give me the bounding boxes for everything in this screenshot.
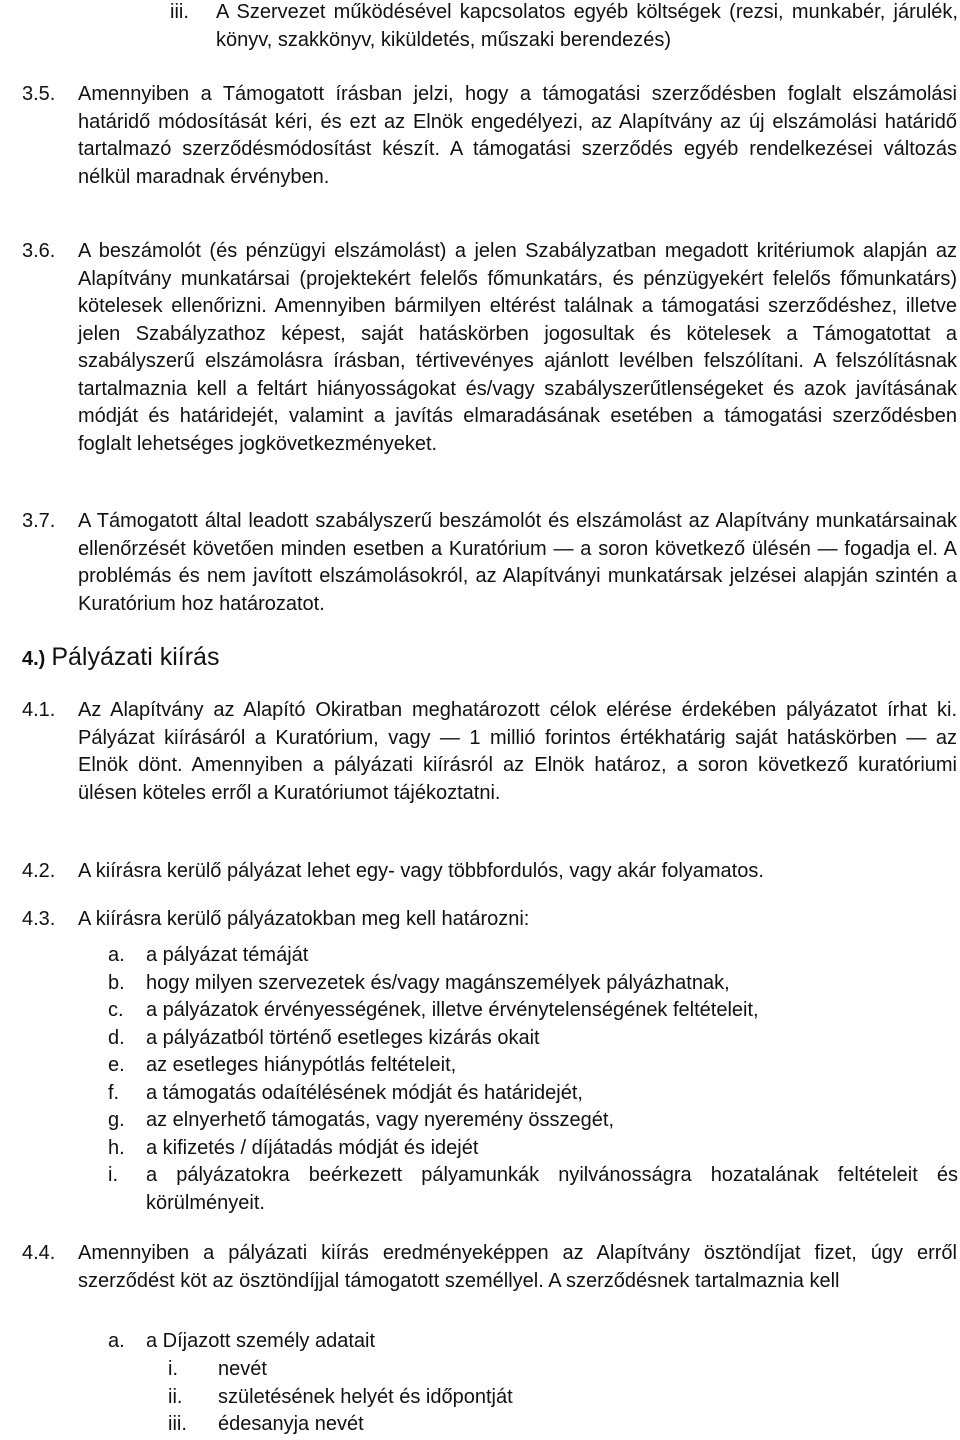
paragraph-text: A kiírásra kerülő pályázat lehet egy- vagy többfordulós, vagy akár folyamatos. bbox=[78, 860, 764, 882]
paragraph-number: 4.4. bbox=[22, 1242, 56, 1264]
list-text: az elnyerhető támogatás, vagy nyeremény összegét, bbox=[146, 1109, 615, 1131]
list-item bbox=[108, 1052, 958, 1080]
list-item bbox=[108, 1107, 958, 1135]
personal-data-list bbox=[168, 1356, 868, 1439]
paragraph-text: A Támogatott által leadott szabályszerű beszámolót és elszámolást az Alapítvány munkatársainak ellenőrzését követően minden esetben a Kuratórium — a soron következő ülésén — fogadja el. A problémás és nem javított elszámolásokról, az Alapítványi munkatársak jelzései alapján szintén a Kuratórium hoz határozatot. bbox=[78, 510, 957, 615]
contract-items-list bbox=[108, 1328, 958, 1356]
list-text: a támogatás odaítélésének módját és határidejét, bbox=[146, 1081, 583, 1104]
list-text: a pályázat témáját bbox=[146, 944, 309, 966]
paragraph-4-1 bbox=[22, 697, 957, 807]
paragraph-text: Amennyiben a Támogatott írásban jelzi, hogy a támogatási szerződésben foglalt elszámolási határidő módosítását kéri, és ezt az Elnök engedélyezi, az Alapítvány az új elszámolási határidő tartalmazó szerződésmódosítást készít. A támogatási szerződés egyéb rendelkezései változás nélkül maradnak érvényben. bbox=[78, 83, 957, 188]
paragraph-4-3 bbox=[22, 906, 957, 934]
list-letter: b. bbox=[108, 971, 125, 994]
list-item bbox=[108, 997, 958, 1025]
paragraph-3-6 bbox=[22, 238, 957, 458]
list-item bbox=[108, 970, 958, 998]
list-item bbox=[168, 1411, 868, 1439]
list-letter: e. bbox=[108, 1054, 125, 1076]
paragraph-text: A kiírásra kerülő pályázatokban meg kell határozni: bbox=[78, 908, 530, 930]
list-text: a Díjazott személy adatait bbox=[146, 1330, 375, 1352]
paragraph-4-2 bbox=[22, 858, 957, 886]
list-roman: ii. bbox=[168, 1385, 183, 1408]
list-item bbox=[108, 1162, 958, 1217]
item-number: iii. bbox=[170, 1, 189, 23]
section-title: Pályázati kiírás bbox=[51, 643, 220, 671]
paragraph-4-4 bbox=[22, 1240, 957, 1295]
criteria-list bbox=[108, 942, 958, 1217]
list-letter: i. bbox=[108, 1164, 118, 1186]
list-text: hogy milyen szervezetek és/vagy magánszemélyek pályázhatnak, bbox=[146, 971, 730, 994]
list-roman: iii. bbox=[168, 1413, 187, 1435]
list-item bbox=[108, 942, 958, 970]
list-text: a pályázatok érvényességének, illetve érvénytelenségének feltételeit, bbox=[146, 999, 759, 1021]
paragraph-text: Amennyiben a pályázati kiírás eredményeképpen az Alapítvány ösztöndíjat fizet, úgy erről szerződést köt az ösztöndíjjal támogatott személlyel. A szerződésnek tartalmaznia kell bbox=[78, 1242, 957, 1292]
list-letter: c. bbox=[108, 999, 124, 1021]
paragraph-text: A beszámolót (és pénzügyi elszámolást) a jelen Szabályzatban megadott kritériumok alapján az Alapítvány munkatársai (projektekért felelős főmunkatárs, és pénzügyekért felelős főmunkatárs) kötelesek ellenőrizni. Amennyiben bármilyen eltérést találnak a támogatási szerződéshez, illetve jelen Szabályzathoz képest, saját hatáskörben jogosultak és kötelesek a Támogatottat a szabályszerű elszámolásra írásban, tértivevényes ajánlott levélben felszólítani. A felszólításnak tartalmaznia kell a feltárt hiányosságokat és/vagy szabályszerűtlenségeket és azok javításának módját és határidejét, valamint a javítás elmaradásának esetében a támogatási szerződésben foglalt lehetséges jogkövetkezményeket. bbox=[78, 240, 957, 455]
list-item bbox=[108, 1328, 958, 1356]
section-heading bbox=[22, 641, 219, 675]
section-number: 4.) bbox=[22, 648, 46, 670]
paragraph-number: 3.5. bbox=[22, 83, 56, 105]
list-item bbox=[168, 1356, 868, 1384]
list-letter: f. bbox=[108, 1081, 120, 1104]
paragraph-number: 3.6. bbox=[22, 240, 56, 262]
item-text: A Szervezet működésével kapcsolatos egyéb költségek (rezsi, munkabér, járulék, könyv, szakkönyv, kiküldetés, műszaki berendezés) bbox=[216, 1, 958, 51]
list-text: a kifizetés / díjátadás módját és idejét bbox=[146, 1136, 479, 1159]
list-text: a pályázatokra beérkezett pályamunkák nyilvánosságra hozatalának feltételeit és körülményeit. bbox=[146, 1164, 958, 1214]
list-item bbox=[168, 1384, 868, 1412]
paragraph-3-5 bbox=[22, 81, 957, 191]
paragraph-number: 4.3. bbox=[22, 908, 56, 930]
list-letter: a. bbox=[108, 1330, 125, 1352]
list-roman: i. bbox=[168, 1358, 178, 1380]
paragraph-text: Az Alapítvány az Alapító Okiratban meghatározott célok elérése érdekében pályázatot írhat ki. Pályázat kiírásáról a Kuratórium, vagy — 1 millió forintos értékhatárig saját hatáskörben — az Elnök dönt. Amennyiben a pályázati kiírásról az Elnök határoz, a soron következő kuratóriumi ülésen köteles erről a Kuratóriumot tájékoztatni. bbox=[78, 699, 957, 804]
paragraph-number: 4.2. bbox=[22, 860, 56, 882]
list-text: születésének helyét és időpontját bbox=[218, 1385, 513, 1408]
list-text: a pályázatból történő esetleges kizárás okait bbox=[146, 1026, 540, 1049]
list-letter: h. bbox=[108, 1136, 125, 1159]
paragraph-number: 4.1. bbox=[22, 699, 56, 721]
list-letter: d. bbox=[108, 1026, 125, 1049]
paragraph-3-7 bbox=[22, 508, 957, 618]
list-item bbox=[108, 1025, 958, 1053]
list-item-iii-costs bbox=[170, 0, 958, 54]
list-text: nevét bbox=[218, 1358, 267, 1380]
list-item bbox=[108, 1080, 958, 1108]
list-text: az esetleges hiánypótlás feltételeit, bbox=[146, 1054, 457, 1076]
list-item bbox=[108, 1135, 958, 1163]
paragraph-number: 3.7. bbox=[22, 510, 56, 532]
list-letter: a. bbox=[108, 944, 125, 966]
list-letter: g. bbox=[108, 1109, 125, 1131]
list-text: édesanyja nevét bbox=[218, 1413, 364, 1435]
